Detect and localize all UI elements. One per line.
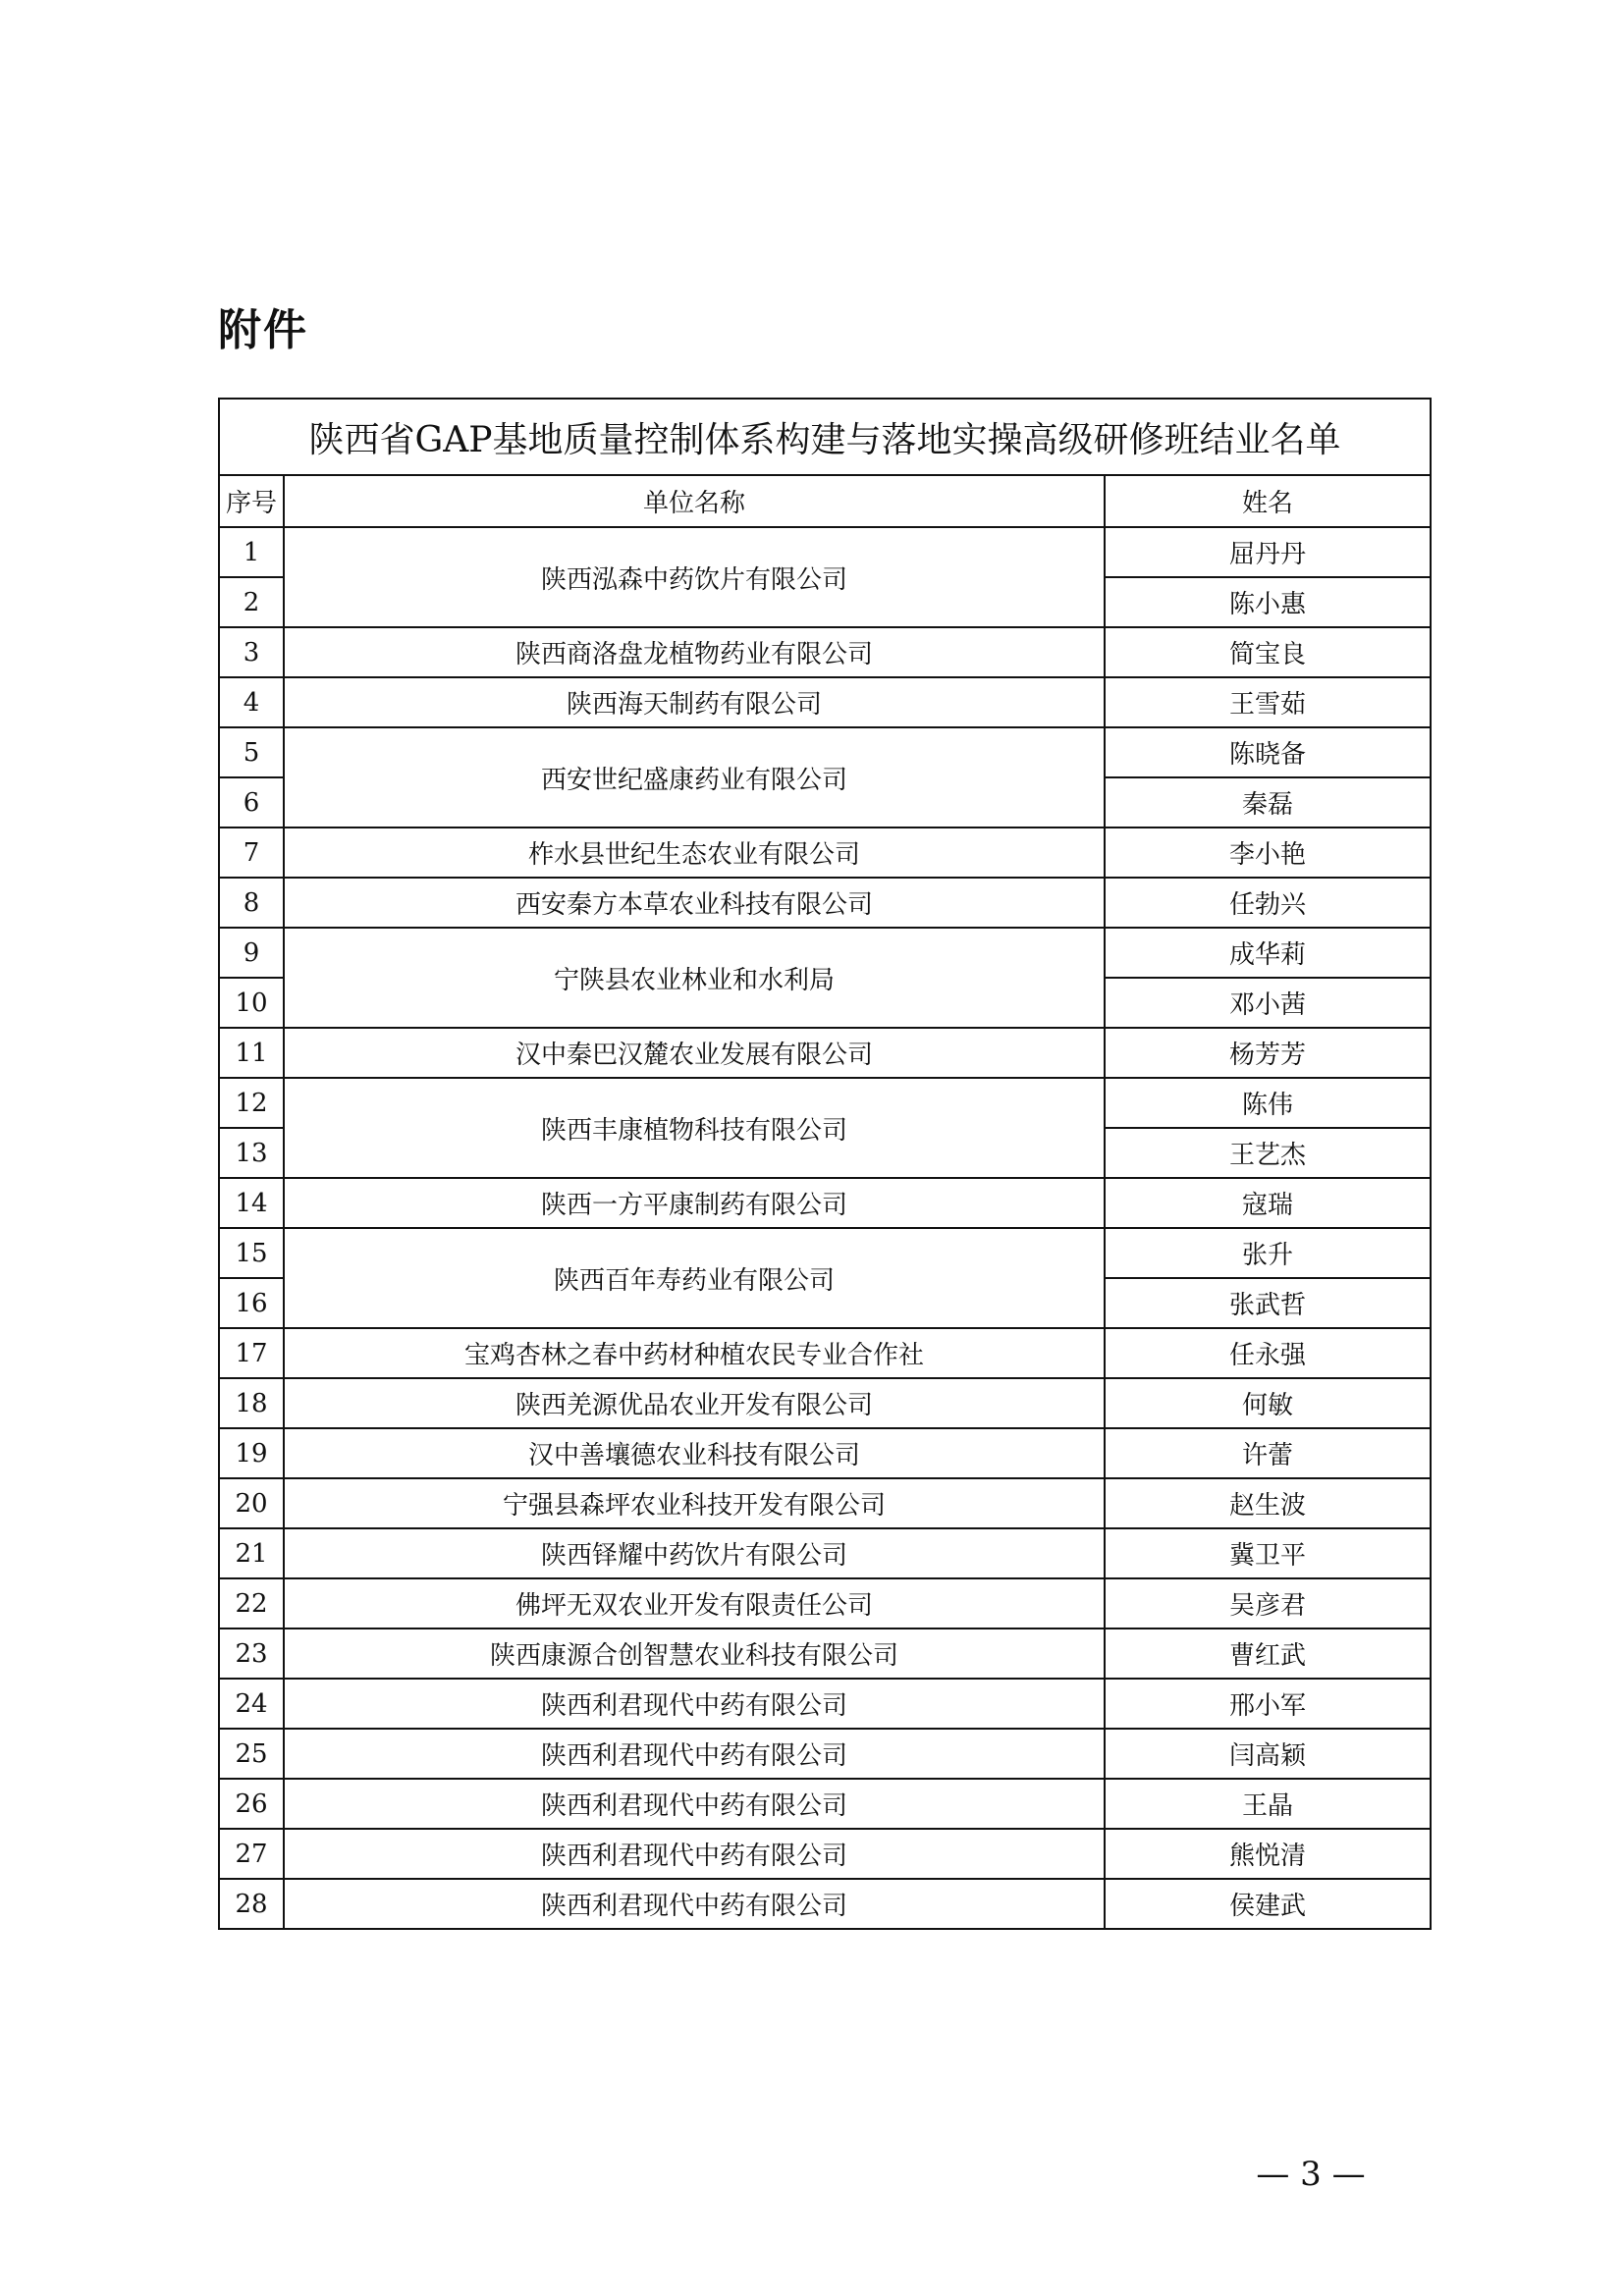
table-row bbox=[219, 1528, 1431, 1578]
organization-name: 陕西泓森中药饮片有限公司 bbox=[284, 527, 1105, 627]
organization-name: 陕西利君现代中药有限公司 bbox=[284, 1679, 1105, 1729]
person-name: 曹红武 bbox=[1105, 1629, 1431, 1679]
table-row bbox=[219, 627, 1431, 677]
table-row bbox=[219, 1629, 1431, 1679]
person-name: 张升 bbox=[1105, 1228, 1431, 1278]
organization-name: 陕西百年寿药业有限公司 bbox=[284, 1228, 1105, 1328]
person-name: 邢小军 bbox=[1105, 1679, 1431, 1729]
row-number: 16 bbox=[219, 1278, 284, 1328]
organization-name: 柞水县世纪生态农业有限公司 bbox=[284, 828, 1105, 878]
column-header-org: 单位名称 bbox=[284, 475, 1105, 527]
person-name: 任永强 bbox=[1105, 1328, 1431, 1378]
table-title-row bbox=[219, 399, 1431, 475]
table-row bbox=[219, 1779, 1431, 1829]
row-number: 23 bbox=[219, 1629, 284, 1679]
row-number: 25 bbox=[219, 1729, 284, 1779]
person-name: 赵生波 bbox=[1105, 1478, 1431, 1528]
table-row bbox=[219, 1578, 1431, 1629]
organization-name: 陕西利君现代中药有限公司 bbox=[284, 1779, 1105, 1829]
row-number: 24 bbox=[219, 1679, 284, 1729]
person-name: 李小艳 bbox=[1105, 828, 1431, 878]
person-name: 何敏 bbox=[1105, 1378, 1431, 1428]
table-row bbox=[219, 1178, 1431, 1228]
person-name: 王晶 bbox=[1105, 1779, 1431, 1829]
table-row bbox=[219, 527, 1431, 577]
row-number: 10 bbox=[219, 978, 284, 1028]
graduation-roster-table bbox=[218, 398, 1432, 1930]
row-number: 9 bbox=[219, 928, 284, 978]
table-row bbox=[219, 727, 1431, 777]
person-name: 屈丹丹 bbox=[1105, 527, 1431, 577]
table-row bbox=[219, 677, 1431, 727]
organization-name: 汉中善壤德农业科技有限公司 bbox=[284, 1428, 1105, 1478]
organization-name: 陕西商洛盘龙植物药业有限公司 bbox=[284, 627, 1105, 677]
organization-name: 陕西利君现代中药有限公司 bbox=[284, 1729, 1105, 1779]
page-number: — 3 — bbox=[1256, 2155, 1366, 2194]
row-number: 21 bbox=[219, 1528, 284, 1578]
person-name: 秦磊 bbox=[1105, 777, 1431, 828]
person-name: 简宝良 bbox=[1105, 627, 1431, 677]
table-row bbox=[219, 1328, 1431, 1378]
organization-name: 宝鸡杏林之春中药材种植农民专业合作社 bbox=[284, 1328, 1105, 1378]
table-row bbox=[219, 1829, 1431, 1879]
table-title: 陕西省GAP基地质量控制体系构建与落地实操高级研修班结业名单 bbox=[219, 399, 1431, 475]
row-number: 19 bbox=[219, 1428, 284, 1478]
table-row bbox=[219, 1428, 1431, 1478]
table-row bbox=[219, 828, 1431, 878]
row-number: 14 bbox=[219, 1178, 284, 1228]
attachment-label: 附件 bbox=[218, 305, 308, 355]
row-number: 1 bbox=[219, 527, 284, 577]
person-name: 陈伟 bbox=[1105, 1078, 1431, 1128]
table-row bbox=[219, 928, 1431, 978]
table-row bbox=[219, 1028, 1431, 1078]
table-row bbox=[219, 1729, 1431, 1779]
row-number: 5 bbox=[219, 727, 284, 777]
table-row bbox=[219, 1478, 1431, 1528]
person-name: 许蕾 bbox=[1105, 1428, 1431, 1478]
organization-name: 陕西康源合创智慧农业科技有限公司 bbox=[284, 1629, 1105, 1679]
person-name: 邓小茜 bbox=[1105, 978, 1431, 1028]
table-row bbox=[219, 1378, 1431, 1428]
organization-name: 陕西羌源优品农业开发有限公司 bbox=[284, 1378, 1105, 1428]
organization-name: 汉中秦巴汉麓农业发展有限公司 bbox=[284, 1028, 1105, 1078]
person-name: 侯建武 bbox=[1105, 1879, 1431, 1929]
person-name: 陈小惠 bbox=[1105, 577, 1431, 627]
row-number: 2 bbox=[219, 577, 284, 627]
organization-name: 陕西利君现代中药有限公司 bbox=[284, 1829, 1105, 1879]
organization-name: 陕西一方平康制药有限公司 bbox=[284, 1178, 1105, 1228]
organization-name: 陕西铎耀中药饮片有限公司 bbox=[284, 1528, 1105, 1578]
person-name: 张武哲 bbox=[1105, 1278, 1431, 1328]
row-number: 8 bbox=[219, 878, 284, 928]
organization-name: 佛坪无双农业开发有限责任公司 bbox=[284, 1578, 1105, 1629]
person-name: 熊悦清 bbox=[1105, 1829, 1431, 1879]
person-name: 任勃兴 bbox=[1105, 878, 1431, 928]
column-header-no: 序号 bbox=[219, 475, 284, 527]
row-number: 3 bbox=[219, 627, 284, 677]
row-number: 7 bbox=[219, 828, 284, 878]
person-name: 杨芳芳 bbox=[1105, 1028, 1431, 1078]
organization-name: 宁强县森坪农业科技开发有限公司 bbox=[284, 1478, 1105, 1528]
person-name: 成华莉 bbox=[1105, 928, 1431, 978]
organization-name: 西安秦方本草农业科技有限公司 bbox=[284, 878, 1105, 928]
person-name: 王雪茹 bbox=[1105, 677, 1431, 727]
organization-name: 陕西海天制药有限公司 bbox=[284, 677, 1105, 727]
table-row bbox=[219, 1679, 1431, 1729]
row-number: 12 bbox=[219, 1078, 284, 1128]
row-number: 26 bbox=[219, 1779, 284, 1829]
person-name: 吴彦君 bbox=[1105, 1578, 1431, 1629]
table-row bbox=[219, 1078, 1431, 1128]
row-number: 13 bbox=[219, 1128, 284, 1178]
organization-name: 宁陕县农业林业和水利局 bbox=[284, 928, 1105, 1028]
row-number: 22 bbox=[219, 1578, 284, 1629]
person-name: 闫高颖 bbox=[1105, 1729, 1431, 1779]
table-header-row bbox=[219, 475, 1431, 527]
person-name: 王艺杰 bbox=[1105, 1128, 1431, 1178]
column-header-name: 姓名 bbox=[1105, 475, 1431, 527]
table-row bbox=[219, 1879, 1431, 1929]
row-number: 15 bbox=[219, 1228, 284, 1278]
row-number: 6 bbox=[219, 777, 284, 828]
organization-name: 陕西利君现代中药有限公司 bbox=[284, 1879, 1105, 1929]
person-name: 冀卫平 bbox=[1105, 1528, 1431, 1578]
organization-name: 陕西丰康植物科技有限公司 bbox=[284, 1078, 1105, 1178]
table-row bbox=[219, 1228, 1431, 1278]
person-name: 陈晓备 bbox=[1105, 727, 1431, 777]
row-number: 11 bbox=[219, 1028, 284, 1078]
row-number: 27 bbox=[219, 1829, 284, 1879]
table-row bbox=[219, 878, 1431, 928]
row-number: 4 bbox=[219, 677, 284, 727]
person-name: 寇瑞 bbox=[1105, 1178, 1431, 1228]
row-number: 20 bbox=[219, 1478, 284, 1528]
organization-name: 西安世纪盛康药业有限公司 bbox=[284, 727, 1105, 828]
row-number: 17 bbox=[219, 1328, 284, 1378]
row-number: 18 bbox=[219, 1378, 284, 1428]
row-number: 28 bbox=[219, 1879, 284, 1929]
